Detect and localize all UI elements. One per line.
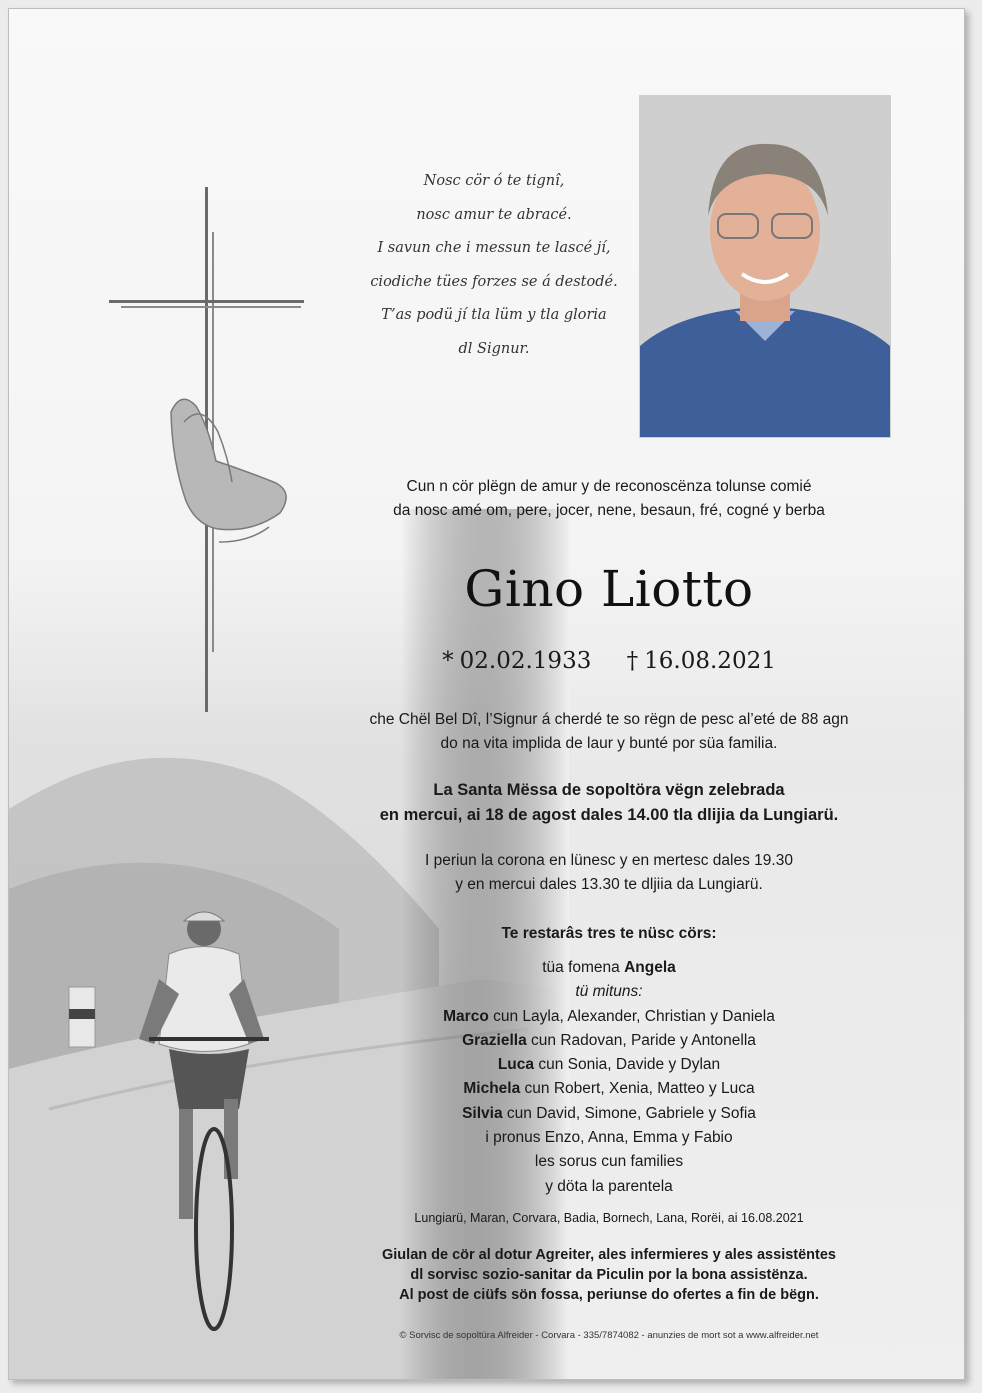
child-line [339, 1029, 879, 1053]
intro-line: da nosc amé om, pere, jocer, nene, besaun, fré, cogné y berba [393, 502, 825, 519]
poem-line: nosc amur te abracé. [416, 206, 572, 223]
poem [344, 165, 644, 366]
cross-with-praying-hands-icon [109, 187, 309, 712]
other-relatives-line: i pronus Enzo, Anna, Emma y Fabio [485, 1129, 733, 1147]
child-rest: cun Sonia, Davide y Dylan [538, 1056, 721, 1074]
life-dates [339, 645, 879, 677]
funeral-mass-info [339, 778, 879, 828]
mourners-heading: Te restarâs tres te nüsc cörs: [501, 925, 717, 942]
message-line: do na vita implida de laur y bunté por süa familia. [440, 735, 778, 752]
wife-name: Angela [624, 959, 676, 976]
death-message [339, 708, 879, 756]
children-heading [339, 980, 879, 1004]
rosary-prayer-info [339, 849, 879, 897]
mass-line: La Santa Mëssa de sopoltöra vëgn zelebrada [433, 781, 785, 799]
poem-line: ciodiche tües forzes se á destodé. [370, 273, 618, 290]
intro-line: Cun n cör plëgn de amur y de reconoscënza tolunse comié [406, 478, 812, 495]
death-date-value: 16.08.2021 [644, 648, 776, 674]
child-name: Luca [497, 1056, 535, 1074]
child-name: Michela [463, 1080, 521, 1098]
child-line [339, 1053, 879, 1077]
family-list [339, 956, 879, 1199]
thanks-line: Al post de ciüfs sön fossa, periunse do ofertes a fin de bëgn. [399, 1287, 819, 1303]
birth-date-value: 02.02.1933 [459, 648, 592, 674]
poem-line: dl Signur. [458, 340, 530, 357]
wife-prefix: tüa fomena [542, 959, 620, 976]
wake-line: I periun la corona en lünesc y en mertesc dales 19.30 [425, 852, 793, 869]
death-date [627, 648, 776, 674]
message-line: che Chël Bel Dî, l’Signur á cherdé te so rëgn de pesc al’eté de 88 agn [369, 711, 849, 728]
mass-line: en mercui, ai 18 de agost dales 14.00 tla dlijia da Lungiarü. [379, 806, 839, 824]
child-rest: cun Robert, Xenia, Matteo y Luca [524, 1080, 755, 1098]
portrait-illustration [640, 96, 890, 437]
child-name: Silvia [462, 1104, 503, 1122]
wife-line [339, 956, 879, 980]
birth-date [442, 648, 591, 674]
poem-line: T’as podü jí tla lüm y tla gloria [381, 307, 607, 323]
child-name: Marco [443, 1007, 489, 1025]
child-rest: cun Layla, Alexander, Christian y Daniela [493, 1007, 775, 1025]
funeral-service-footer: © Sorvisc de sopoltüra Alfreider - Corvara - 335/7874082 - anunzies de mort sot a www.alfreider.net [399, 1330, 819, 1341]
poem-line: Nosc cör ó te tignî, [423, 173, 565, 189]
portrait-photo [639, 95, 891, 438]
thanks-text [339, 1245, 879, 1305]
child-rest: cun Radovan, Paride y Antonella [531, 1031, 756, 1049]
child-rest: cun David, Simone, Gabriele y Sofia [506, 1104, 756, 1122]
wake-line: y en mercui dales 13.30 te dljiia da Lungiarü. [455, 876, 763, 893]
poem-line: I savun che i messun te lascé jí, [377, 240, 611, 256]
deceased-name: Gino Liotto [464, 560, 754, 618]
other-relatives-line: les sorus cun families [534, 1153, 684, 1171]
other-relatives-line: y döta la parentela [545, 1177, 673, 1195]
obituary-card [8, 8, 965, 1380]
intro-text [339, 475, 879, 523]
child-name: Graziella [462, 1031, 527, 1049]
child-line [339, 1077, 879, 1101]
birth-symbol: * [442, 648, 454, 674]
children-heading-text: tü mituns: [575, 983, 643, 1001]
thanks-line: Giulan de cör al dotur Agreiter, ales infermieres y ales assistëntes [382, 1247, 836, 1263]
places-and-date: Lungiarü, Maran, Corvara, Badia, Bornech, Lana, Rorëi, ai 16.08.2021 [414, 1211, 804, 1225]
child-line [339, 1005, 879, 1029]
child-line [339, 1102, 879, 1126]
thanks-line: dl sorvisc sozio-sanitar da Piculin por la bona assistënza. [410, 1267, 808, 1283]
death-symbol: † [626, 648, 639, 674]
